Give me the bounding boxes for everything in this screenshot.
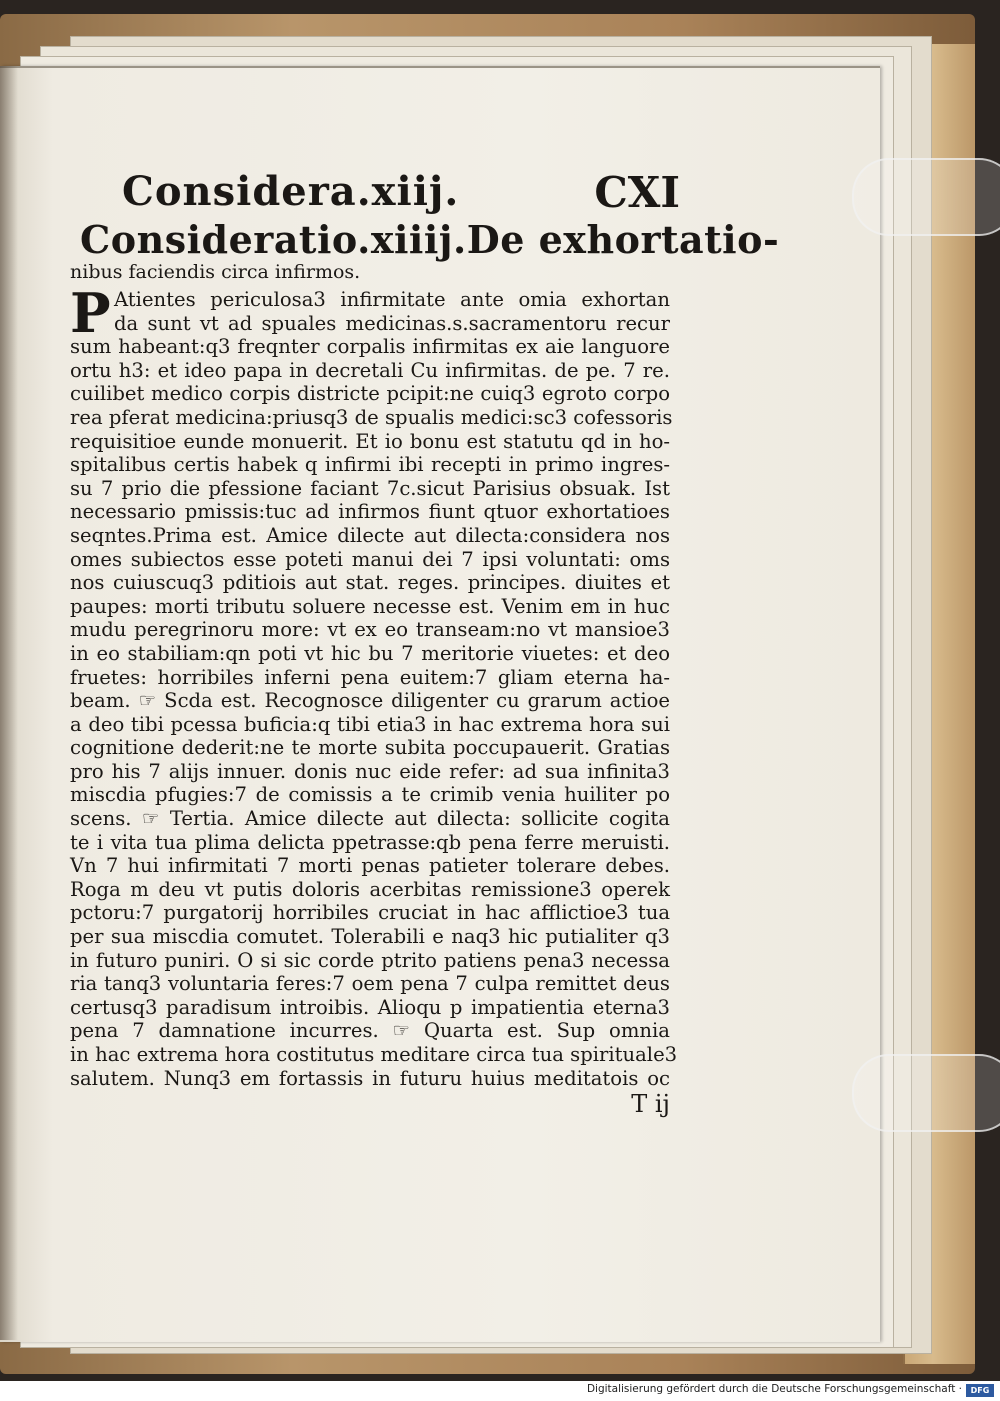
body-text [70, 281, 680, 1090]
text-line: certusq3 paradisum introibis. Alioqu p impatientia eterna3 [70, 995, 670, 1019]
text-line: paupes: morti tributu soluere necesse est. Venim em in huc [70, 594, 670, 618]
text-line: sum habeant:q3 freqnter corpalis infirmitas ex aie languore [70, 335, 670, 359]
text-line: Roga m deu vt putis doloris acerbitas remissione3 operek [70, 877, 670, 901]
text-line: Atientes periculosa3 infirmitate ante omia exhortan [114, 288, 670, 311]
text-line: su 7 prio die pfessione faciant 7c.sicut Parisius obsuak. Ist [70, 476, 670, 500]
text-line: a deo tibi pcessa buficia:q tibi etia3 in hac extrema hora sui [70, 712, 670, 736]
text-line: in futuro puniri. O si sic corde ptrito patiens pena3 necessa [70, 948, 670, 972]
section-subtitle: nibus faciendis circa infirmos. [70, 261, 361, 283]
text-line: requisitioe eunde monuerit. Et io bonu est statutu qd in ho- [70, 429, 670, 453]
text-line: scens. ☞ Tertia. Amice dilecte aut dilecta: sollicite cogita [70, 807, 670, 831]
section-title: Consideratio.xiiij.De exhortatio- [80, 217, 780, 262]
page-clip [852, 1054, 1000, 1132]
running-head: Considera.xiij. [122, 168, 460, 215]
text-line: da sunt vt ad spuales medicinas.s.sacramentoru recur [114, 311, 670, 335]
text-line: necessario pmissis:tuc ad infirmos fiunt qtuor exhortatioes [70, 500, 670, 524]
text-line: seqntes.Prima est. Amice dilecte aut dilecta:considera nos [70, 523, 670, 547]
footer-credit: Digitalisierung gefördert durch die Deutsche Forschungsgemeinschaft · [586, 1383, 962, 1395]
text-line: nos cuiuscuq3 pditiois aut stat. reges. principes. diuites et [70, 571, 670, 595]
dfg-logo: DFG [966, 1384, 994, 1397]
text-line: omes subiectos esse poteti manui dei 7 ipsi voluntati: oms [70, 547, 670, 571]
text-line: pctoru:7 purgatorij horribiles cruciat in hac afflictioe3 tua [70, 901, 670, 925]
text-line: cuilibet medico corpis districte pcipit:ne cuiq3 egroto corpo [70, 382, 670, 406]
text-line: Vn 7 hui infirmitati 7 morti penas patieter tolerare debes. [70, 854, 670, 878]
signature-mark: T ij [631, 1090, 670, 1119]
text-line: beam. ☞ Scda est. Recognosce diligenter cu grarum actioe [70, 689, 670, 713]
text-line: fruetes: horribiles inferni pena euitem:7 gliam eterna ha- [70, 665, 670, 689]
text-line: ria tanq3 voluntaria feres:7 oem pena 7 culpa remittet deus [70, 972, 670, 996]
spine-shadow [0, 66, 18, 1340]
folio-number: CXI [594, 168, 680, 217]
text-line: miscdia pfugies:7 de comissis a te crimib venia huiliter po [70, 783, 670, 807]
text-line: salutem. Nunq3 em fortassis in futuru huius meditatois oc [70, 1066, 670, 1090]
text-line: ortu h3: et ideo papa in decretali Cu infirmitas. de pe. 7 re. [70, 358, 670, 382]
text-line: in eo stabiliam:qn poti vt hic bu 7 meritorie viuetes: et deo [70, 641, 670, 665]
text-line: cognitione dederit:ne te morte subita poccupauerit. Gratias [70, 736, 670, 760]
text-line: pro his 7 alijs innuer. donis nuc eide refer: ad sua infinita3 [70, 759, 670, 783]
page-header [70, 168, 680, 220]
initial-letter: P [70, 281, 111, 345]
text-line: in hac extrema hora costitutus meditare circa tua spirituale3 [70, 1043, 678, 1066]
page-clip [852, 158, 1000, 236]
text-line: pena 7 damnatione incurres. ☞ Quarta est. Sup omnia [70, 1019, 670, 1043]
footer-bar [0, 1381, 1000, 1401]
text-line: mudu peregrinoru more: vt ex eo transeam:no vt mansioe3 [70, 618, 670, 642]
text-line: rea pferat medicina:priusq3 de spualis medici:sc3 cofessoris [70, 405, 673, 429]
text-block [70, 168, 780, 1119]
text-line: spitalibus certis habek q infirmi ibi recepti in primo ingres- [70, 453, 670, 477]
text-line: per sua miscdia comutet. Tolerabili e naq3 hic putialiter q3 [70, 925, 670, 949]
text-line: te i vita tua plima delicta ppetrasse:qb pena ferre meruisti. [70, 830, 670, 854]
